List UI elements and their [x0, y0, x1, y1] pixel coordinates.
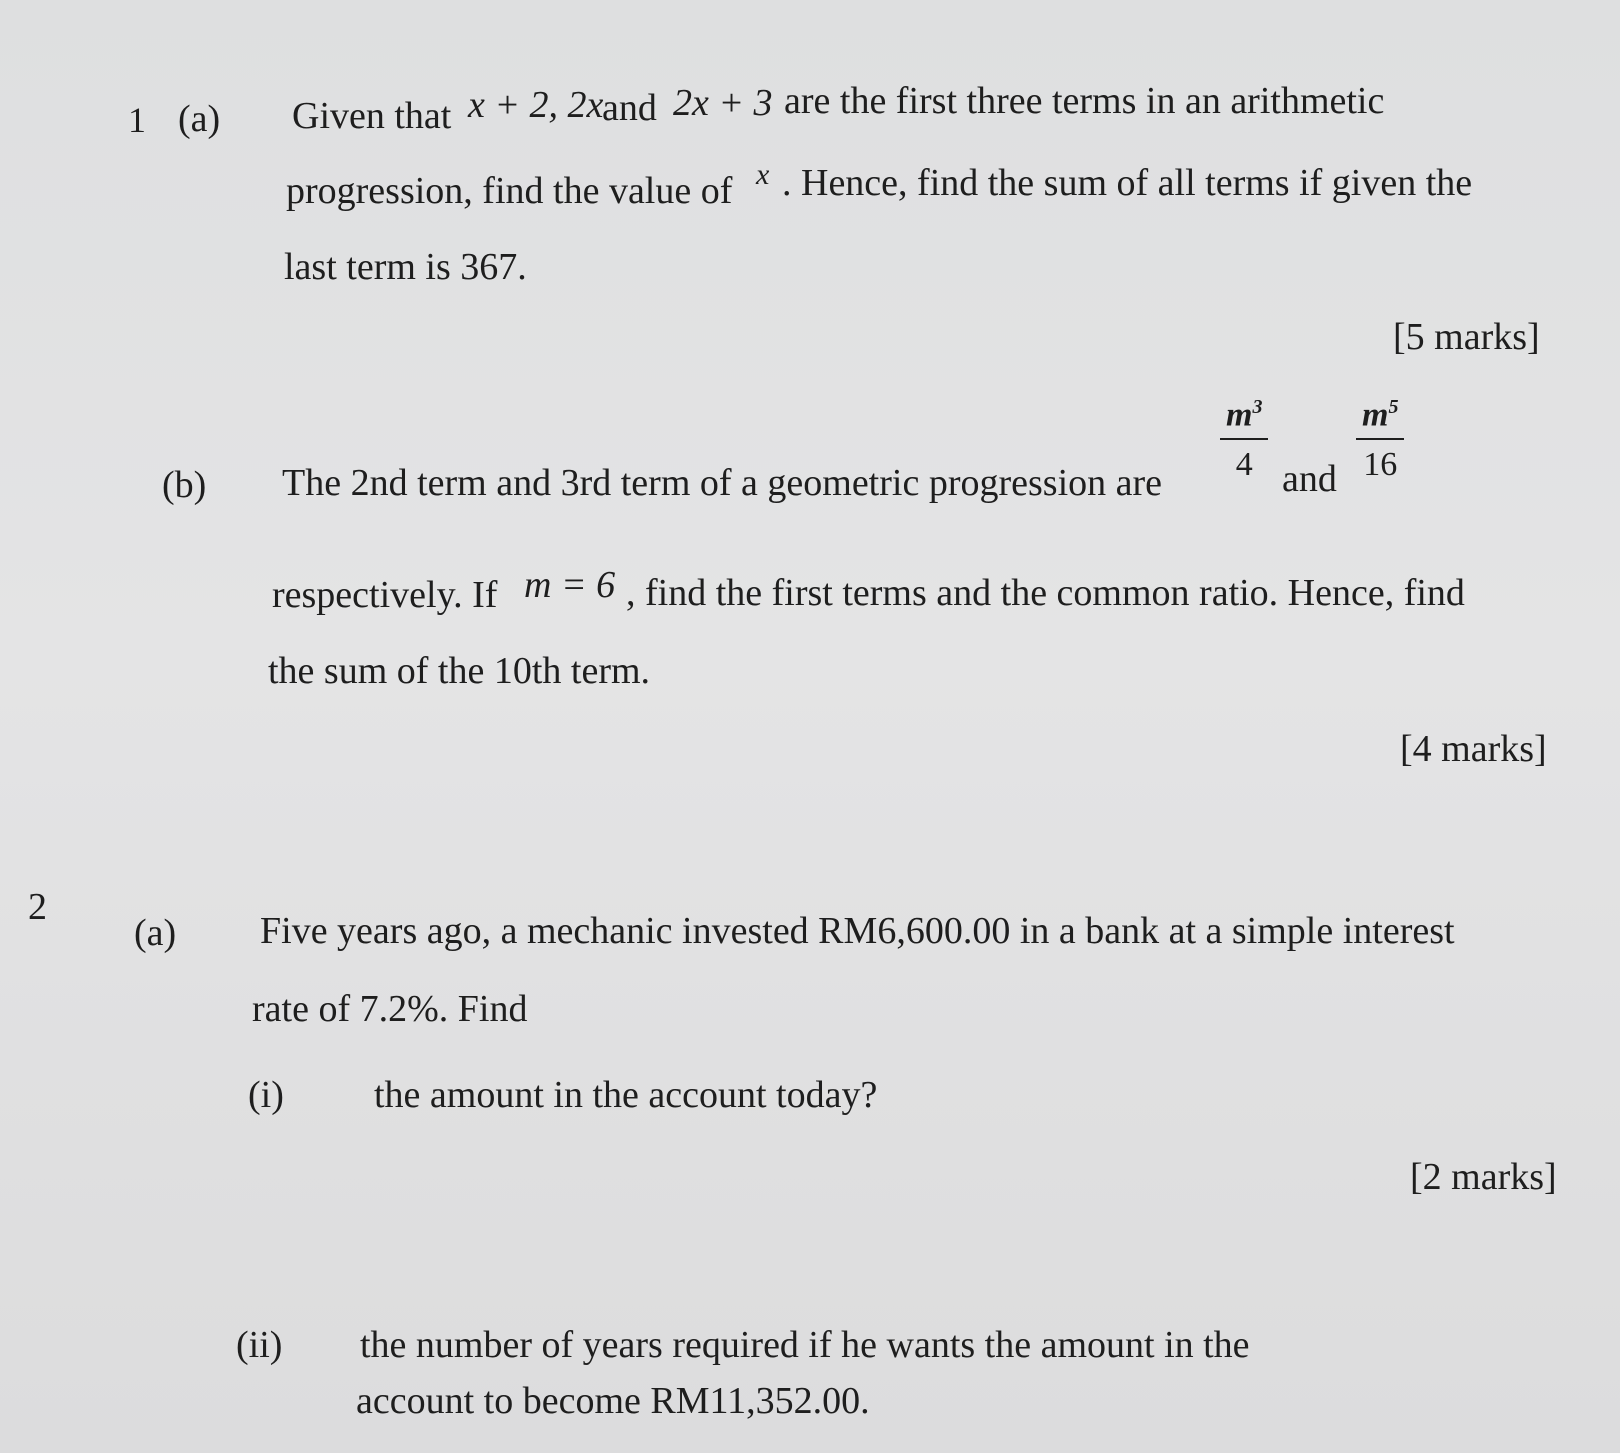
q2a-line1: Five years ago, a mechanic invested RM6,600.00 in a bank at a simple interest — [260, 910, 1455, 952]
q1b-frac2-denominator: 16 — [1363, 446, 1398, 484]
q1b-frac2-exponent: 5 — [1388, 396, 1399, 418]
q1b-marks: [4 marks] — [1400, 728, 1547, 770]
q1a-line3: last term is 367. — [284, 246, 527, 288]
q1a-given-that: Given that — [292, 95, 452, 137]
q1b-frac1-denominator: 4 — [1235, 446, 1253, 484]
q1a-line1-rest: are the first three terms in an arithmetic — [784, 80, 1385, 122]
q1b-fraction-m3-over-4 — [1220, 396, 1268, 484]
q1a-term3-expression: 2x + 3 — [673, 82, 773, 124]
q1a-line2-start: progression, find the value of — [286, 170, 733, 212]
question-1b-label: (b) — [162, 464, 207, 506]
question-1a-label: (a) — [178, 98, 221, 140]
question-2-number: 2 — [28, 886, 47, 928]
question-2a-label: (a) — [134, 912, 177, 954]
q2a-ii-line1: the number of years required if he wants the amount in the — [360, 1324, 1250, 1366]
q1a-marks: [5 marks] — [1393, 316, 1540, 358]
q1b-and: and — [1282, 458, 1337, 500]
q1b-frac1-base: m — [1226, 396, 1253, 434]
q1b-line1: The 2nd term and 3rd term of a geometric progression are — [282, 462, 1163, 504]
q1b-frac2-base: m — [1362, 396, 1389, 434]
q2a-ii-label: (ii) — [236, 1324, 283, 1366]
q2a-i-marks: [2 marks] — [1410, 1156, 1557, 1198]
q2a-ii-line2: account to become RM11,352.00. — [356, 1380, 870, 1422]
q2a-line2: rate of 7.2%. Find — [252, 988, 528, 1030]
question-1-number: 1 — [128, 100, 146, 140]
q1b-condition: m = 6 — [524, 564, 616, 606]
q1b-frac1-exponent: 3 — [1252, 396, 1263, 418]
q1b-fraction-m5-over-16 — [1356, 396, 1404, 484]
q1b-line3: the sum of the 10th term. — [268, 650, 651, 692]
q1a-line2-end: . Hence, find the sum of all terms if given the — [782, 162, 1473, 204]
q1a-term1-expression: x + 2, 2x — [468, 84, 604, 126]
q2a-i-label: (i) — [248, 1074, 284, 1116]
q1a-variable-x: x — [756, 158, 770, 191]
q2a-i-text: the amount in the account today? — [374, 1074, 878, 1116]
q1b-line2-end: , find the first terms and the common ratio. Hence, find — [626, 572, 1465, 614]
q1b-line2-start: respectively. If — [272, 574, 498, 616]
q1a-and: and — [602, 87, 657, 129]
